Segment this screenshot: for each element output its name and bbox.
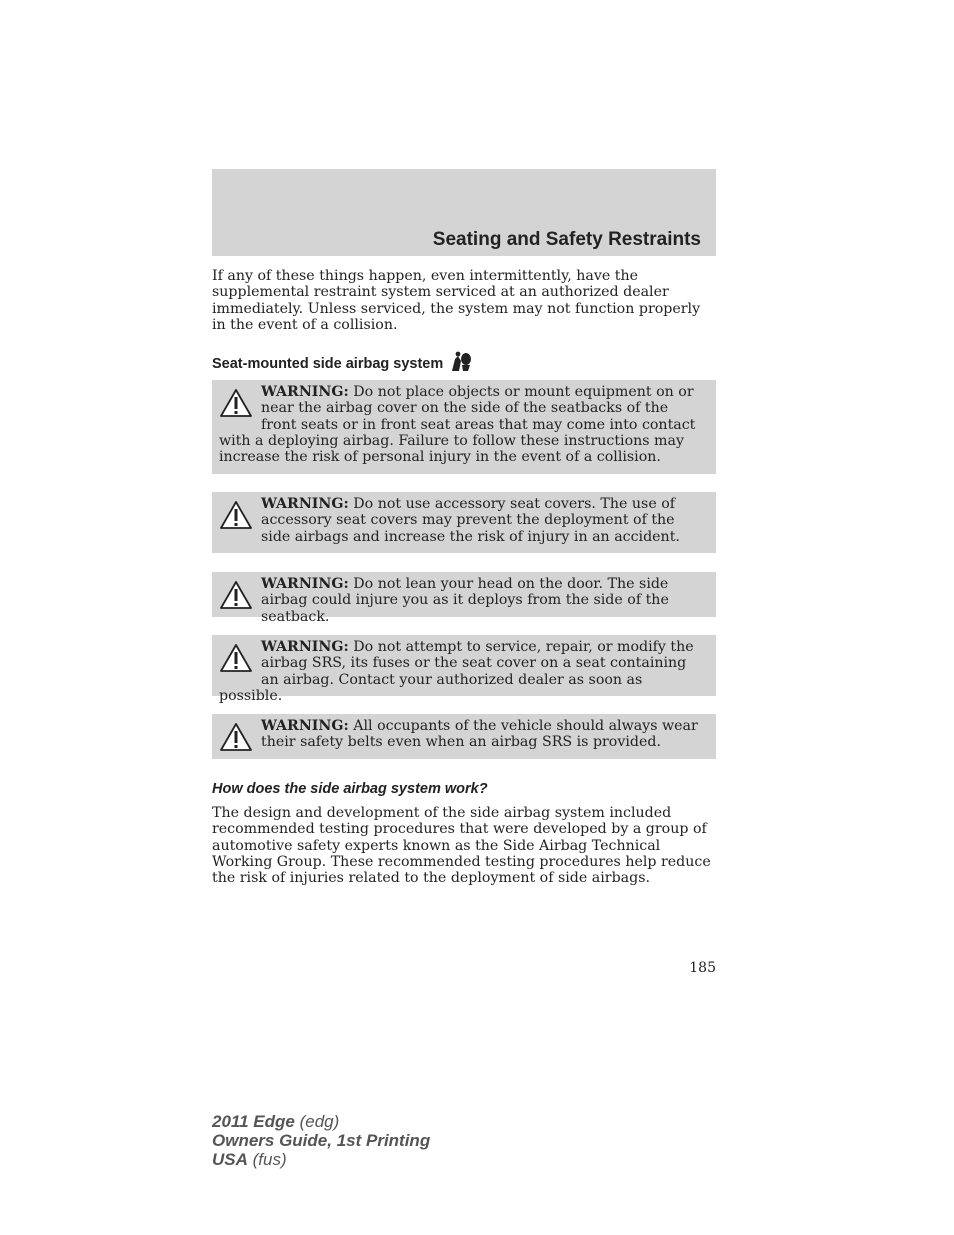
warning-box [212,380,716,474]
warning-label: WARNING: [261,718,349,734]
how-it-works-subheading: How does the side airbag system work? [212,781,488,797]
page-number: 185 [689,960,716,976]
warning-label: WARNING: [261,576,349,592]
warning-triangle-icon [219,388,253,418]
warning-box [212,714,716,759]
warning-text: Do not place objects or mount equipment on or near the airbag cover on the side of the seatbacks of the front seats or in front seat areas that may come into contact with a deploying airbag. Failure to follow these instructions may increase the risk of personal injury in the event of a collision. [219,384,696,466]
side-airbag-subheading [212,351,475,377]
footer-model-code: (edg) [299,1112,340,1131]
warning-triangle-icon [219,500,253,530]
how-it-works-paragraph: The design and development of the side airbag system included recommended testing procedures that were developed by a group of automotive safety experts known as the Side Airbag Technical Working Group. These recommended testing procedures help reduce the risk of injuries related to the deployment of side airbags. [212,805,711,887]
side-airbag-subheading-text: Seat-mounted side airbag system [212,356,444,372]
warning-triangle-icon [219,643,253,673]
section-title: Seating and Safety Restraints [432,229,701,250]
footer-model: 2011 Edge [212,1112,295,1131]
footer-market: USA [212,1150,248,1169]
warning-triangle-icon [219,580,253,610]
warning-box [212,492,716,553]
intro-paragraph: If any of these things happen, even intermittently, have the supplemental restraint system serviced at an authorized dealer immediately. Unless serviced, the system may not function properly in the event of a collision. [212,268,701,333]
footer-printing: Owners Guide, 1st Printing [212,1131,431,1150]
side-airbag-icon [449,351,475,377]
warning-label: WARNING: [261,496,349,512]
warning-text: All occupants of the vehicle should always wear their safety belts even when an airbag SRS is provided. [261,718,698,751]
warning-box [212,635,716,704]
warning-label: WARNING: [261,384,349,400]
footer-market-code: (fus) [252,1150,287,1169]
warning-label: WARNING: [261,639,349,655]
warning-box [212,572,716,625]
footer-edition-info [212,1112,430,1169]
section-header-band [212,169,716,256]
warning-text: Do not lean your head on the door. The side airbag could injure you as it deploys from the side of the seatback. [261,576,669,625]
warning-text: Do not use accessory seat covers. The use of accessory seat covers may prevent the deployment of the side airbags and increase the risk of injury in an accident. [261,496,680,545]
warning-text: Do not attempt to service, repair, or modify the airbag SRS, its fuses or the seat cover on a seat containing an airbag. Contact your authorized dealer as soon as possible. [219,639,694,704]
warning-triangle-icon [219,722,253,752]
